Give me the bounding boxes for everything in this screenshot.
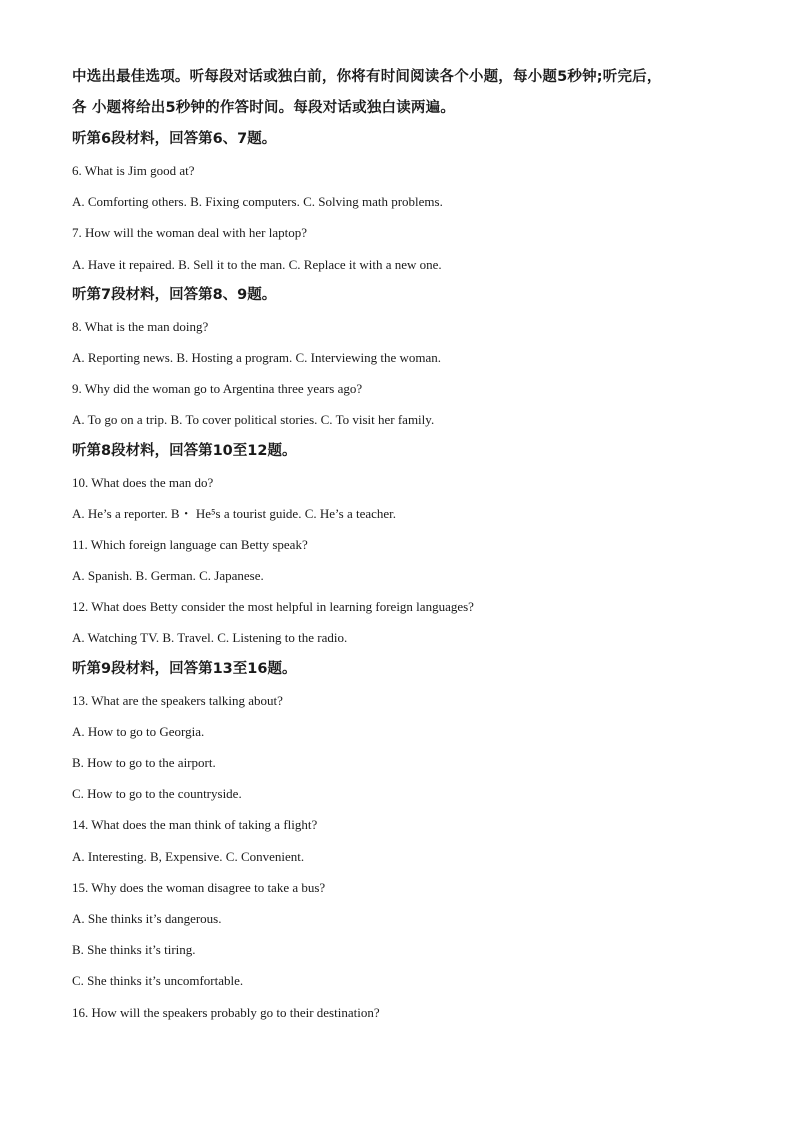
options-9: A. To go on a trip. B. To cover political stories. C. To visit her family. [72,412,435,428]
option-13-a: A. How to go to Georgia. [72,723,205,739]
question-11: 11. Which foreign language can Betty speak? [72,536,308,552]
option-15-c: C. She thinks it’s uncomfortable. [72,973,244,989]
options-7: A. Have it repaired. B. Sell it to the man. C. Replace it with a new one. [72,256,442,272]
question-12: 12. What does Betty consider the most helpful in learning foreign languages? [72,599,474,615]
section-heading: 听第8段材料，回答第10至12题。 [72,442,297,459]
section-8 [72,436,732,654]
options-10: A. He’s a reporter. B・ He⁵s a tourist guide. C. He’s a teacher. [72,505,397,521]
intro-line-2: 各 小题将给出5秒钟的作答时间。每段对话或独白读两遍。 [72,100,456,116]
section-heading: 听第6段材料，回答第6、7题。 [72,131,277,147]
question-15: 15. Why does the woman disagree to take a bus? [72,879,326,895]
question-6: 6. What is Jim good at? [72,163,195,178]
option-13-b: B. How to go to the airport. [72,755,216,770]
section-heading: 听第7段材料，回答第8、9题。 [72,286,277,303]
question-9: 9. Why did the woman go to Argentina three years ago? [72,381,363,397]
options-11: A. Spanish. B. German. C. Japanese. [72,568,264,584]
option-15-a: A. She thinks it’s dangerous. [72,910,222,926]
options-14: A. Interesting. B, Expensive. C. Convenient. [72,848,305,864]
question-10: 10. What does the man do? [72,474,214,490]
options-12: A. Watching TV. B. Travel. C. Listening to the radio. [72,630,348,646]
question-16: 16. How will the speakers probably go to their destination? [72,1004,380,1020]
section-9 [72,654,732,1028]
question-14: 14. What does the man think of taking a flight? [72,817,318,833]
section-6 [72,124,732,280]
section-heading: 听第9段材料，回答第13至16题。 [72,660,297,677]
document-page [72,62,732,1028]
question-13: 13. What are the speakers talking about? [72,692,283,708]
options-6: A. Comforting others. B. Fixing computers. C. Solving math problems. [72,194,443,210]
section-7 [72,280,732,436]
options-8: A. Reporting news. B. Hosting a program. C. Interviewing the woman. [72,349,441,365]
question-7: 7. How will the woman deal with her laptop? [72,225,308,241]
question-8: 8. What is the man doing? [72,318,209,334]
option-15-b: B. She thinks it’s tiring. [72,942,196,958]
option-13-c: C. How to go to the countryside. [72,786,242,802]
intro-line-1: 中选出最佳选项。听每段对话或独白前，你将有时间阅读各个小题，每小题5秒钟;听完后， [72,69,662,85]
